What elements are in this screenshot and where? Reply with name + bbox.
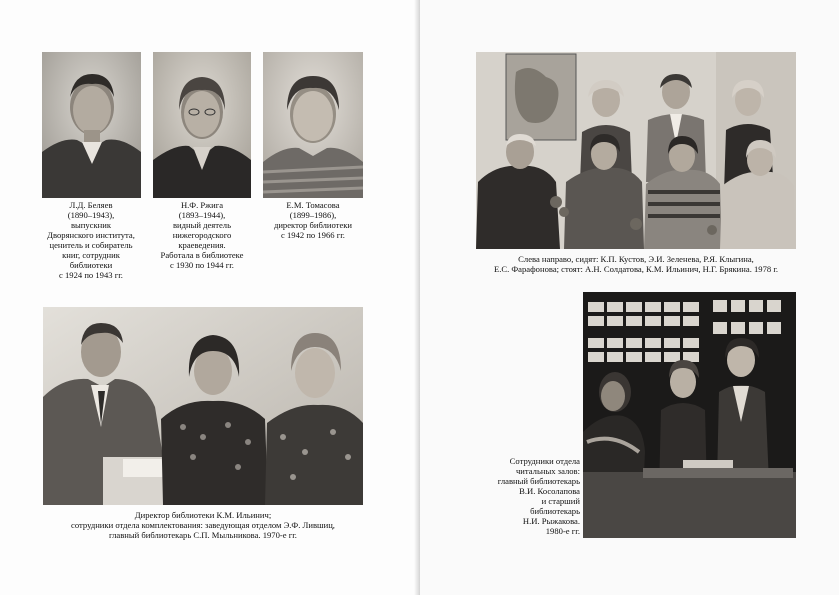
portrait-photo-tomasova <box>263 52 363 198</box>
reading-room-photo <box>583 292 796 538</box>
portrait-caption-rzhiga: Н.Ф. Ржига (1893–1944), видный деятель нижегородского краеведения. Работала в библиотеке с 1930 по 1944 гг. <box>160 200 244 270</box>
right-page <box>420 0 839 595</box>
portrait-caption-beliaev: Л.Д. Беляев (1890–1943), выпускник Дворянского института, ценитель и собиратель книг, сотрудник библиотеки с 1924 по 1943 гг. <box>47 200 135 280</box>
portrait-photo-rzhiga <box>153 52 251 198</box>
reading-room-caption: Сотрудники отдела читальных залов: главный библиотекарь В.И. Косолапова и старший библиотекарь Н.И. Рыжакова. 1980-е гг. <box>497 456 580 536</box>
group-photo-caption-right: Слева направо, сидят: К.П. Кустов, Э.И. Зеленева, Р.Я. Клыгина, Е.С. Фарафонова; стоят: А.Н. Солдатова, К.М. Ильинич, Н.Г. Брякина. 1978 г. <box>493 254 779 274</box>
portrait-photo-beliaev <box>42 52 141 198</box>
group-photo-staff-1978 <box>476 52 796 249</box>
group-photo-acquisition-dept <box>43 307 363 505</box>
portrait-caption-tomasova: Е.М. Томасова (1899–1986), директор библиотеки с 1942 по 1966 гг. <box>273 200 353 240</box>
group-photo-caption-left: Директор библиотеки К.М. Ильинич; сотрудники отдела комплектования: заведующая отделом Э.Ф. Лившиц, главный библиотекарь С.П. Мыльникова. 1970-е гг. <box>71 510 335 540</box>
